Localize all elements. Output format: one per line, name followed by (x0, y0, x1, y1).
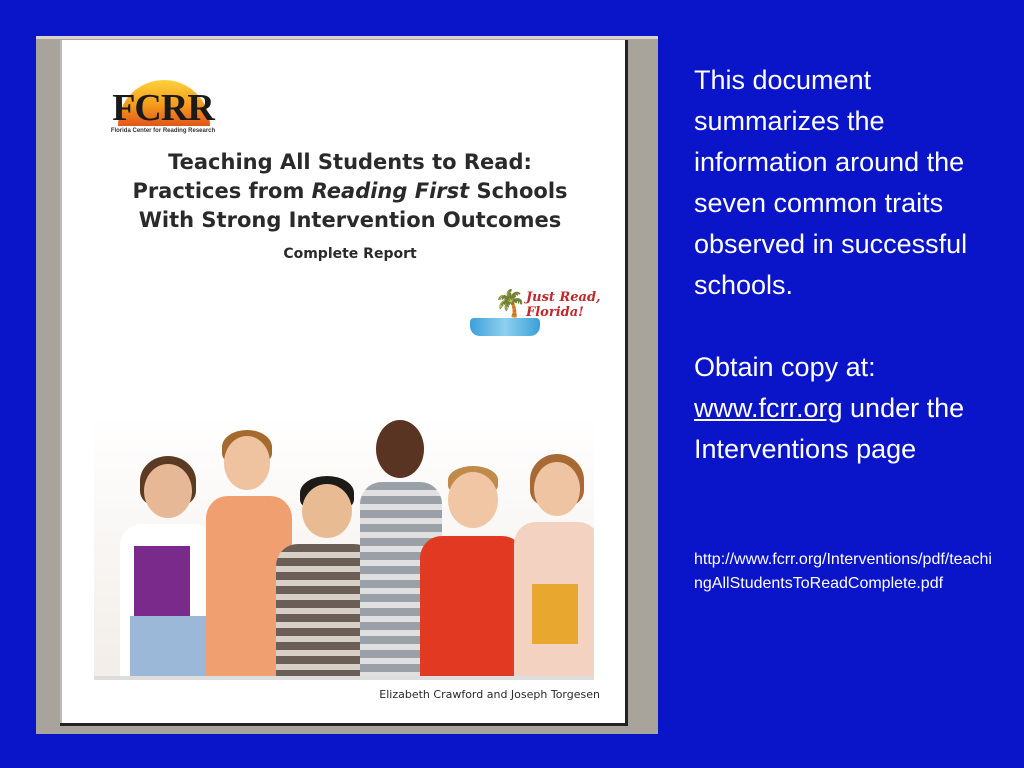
report-cover (60, 40, 628, 726)
title-line-2 (100, 177, 600, 206)
photo-ground (94, 676, 594, 680)
summary-text-block (694, 60, 994, 470)
fcrr-logo (108, 78, 218, 138)
book-icon (470, 318, 540, 336)
logo-letters: FCRR (112, 87, 214, 129)
obtain-copy-paragraph (694, 347, 994, 470)
title-line-2-pre: Practices from (132, 179, 312, 203)
authors-line: Elizabeth Crawford and Joseph Torgesen (379, 688, 600, 701)
badge-line-1: Just Read, (526, 290, 601, 305)
summary-paragraph: This document summarizes the information around the seven common traits observed in successful schools. (694, 65, 968, 300)
students-photo (94, 416, 594, 680)
title-line-2-post: Schools (469, 179, 568, 203)
scan-top-edge (36, 36, 658, 39)
cover-subtitle: Complete Report (283, 246, 417, 262)
palm-tree-icon: 🌴 (494, 288, 527, 318)
report-url-text: http://www.fcrr.org/Interventions/pdf/teachingAllStudentsToReadComplete.pdf (694, 551, 992, 592)
title-line-1: Teaching All Students to Read: (168, 150, 532, 174)
document-scan (36, 36, 658, 734)
obtain-prefix: Obtain copy at: (694, 352, 876, 382)
cover-edge (60, 40, 62, 723)
student-figure (416, 466, 526, 680)
badge-line-2: Florida! (526, 305, 584, 320)
fcrr-website-link[interactable]: www.fcrr.org (694, 393, 843, 423)
title-line-2-emphasis: Reading First (311, 179, 470, 203)
student-figure (512, 454, 594, 680)
logo-caption: Florida Center for Reading Research (110, 128, 216, 134)
obtain-suffix: under the Interventions page (694, 393, 965, 464)
just-read-florida-badge (470, 288, 600, 342)
title-line-3: With Strong Intervention Outcomes (138, 208, 562, 232)
badge-text (526, 290, 606, 320)
cover-title (100, 148, 600, 235)
